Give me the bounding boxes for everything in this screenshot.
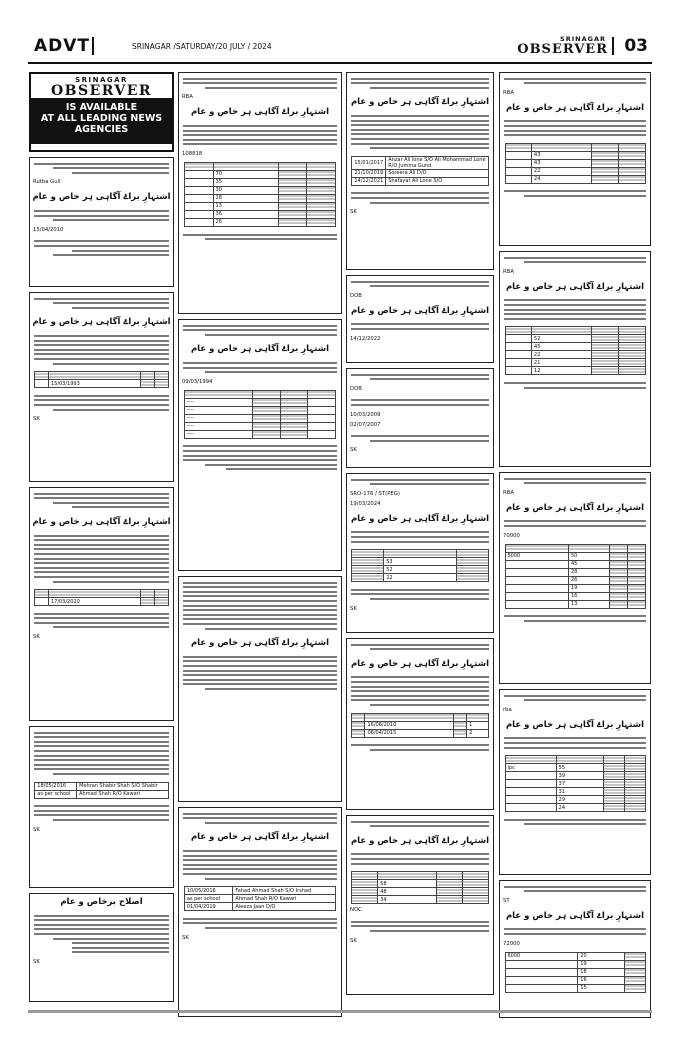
- notice-table: [34, 589, 168, 606]
- notice-number: 108818: [182, 150, 203, 157]
- section-label: ADVT: [34, 36, 91, 56]
- public-notice: [29, 157, 174, 287]
- notice-title: اشتہارِ براۓ آگاہی ہر خاص و عام: [505, 281, 645, 292]
- notice-table: ipc 55 39 37 31 29 24: [505, 755, 646, 812]
- column-2: [178, 72, 342, 1022]
- notice-title: اشتہارِ براۓ آگاہی ہر خاص و عام: [190, 344, 330, 355]
- notice-table: [34, 371, 168, 388]
- notice-title: اشتہارِ براۓ آگاہی ہر خاص و عام: [190, 832, 330, 843]
- notice-date: 02/07/2007: [350, 421, 381, 428]
- notice-table: 43 43 22 24: [505, 143, 646, 184]
- notice-date: 15/04/2010: [33, 226, 64, 233]
- notice-title: اشتہارِ براۓ آگاہی ہر خاص و عام: [32, 192, 171, 203]
- notice-signature: SK: [350, 209, 357, 216]
- correction-notice: [29, 893, 174, 1002]
- notice-signature: SK: [350, 605, 357, 612]
- availability-ad: [29, 72, 174, 152]
- public-notice: [346, 72, 494, 270]
- notice-table: 18/05/2016 Mehran Shabir Shah S/O Shabir as per school Ahmad Shah R/O Kawari: [34, 782, 168, 799]
- notice-title: اشتہارِ براۓ آگاہی ہر خاص و عام: [350, 305, 490, 316]
- notice-title: اشتہارِ براۓ آگاہی ہر خاص و عام: [350, 658, 490, 669]
- notice-code: rba: [503, 706, 512, 713]
- notice-title: اشتہارِ براۓ آگاہی ہر خاص و عام: [32, 317, 171, 328]
- notice-title: اشتہارِ براۓ آگاہی ہر خاص و عام: [190, 638, 330, 649]
- public-notice: [346, 638, 494, 810]
- notice-title: اشتہارِ براۓ آگاہی ہر خاص و عام: [505, 102, 645, 113]
- notice-code: RBA: [503, 489, 514, 496]
- notice-date: 10/03/2009: [350, 411, 381, 418]
- notice-signature: SK: [33, 958, 40, 965]
- public-notice: [178, 807, 342, 1017]
- date-line: SRINAGAR /SATURDAY/20 JULY / 2024: [132, 42, 272, 51]
- notice-table: 58 48 34: [351, 871, 488, 904]
- page-number: 03: [624, 36, 648, 56]
- notice-table: 53 52 22: [351, 549, 488, 582]
- notice-signature: SK: [33, 416, 40, 423]
- header-divider: [612, 37, 614, 55]
- public-notice: [29, 292, 174, 482]
- notice-title: اشتہارِ براۓ آگاہی ہر خاص و عام: [505, 719, 645, 730]
- notice-signature: SK: [33, 634, 40, 641]
- notice-table: 52 45 22 21 12: [505, 326, 646, 375]
- notice-table: 16/06/2010 1 06/04/2015 2: [351, 713, 488, 738]
- notice-date: 09/03/1994: [182, 378, 213, 385]
- column-3: [346, 72, 494, 1000]
- public-notice: [499, 251, 651, 467]
- notice-code: RBA: [503, 89, 514, 96]
- notice-table: ---- ---- ---- ---- ----: [184, 390, 336, 439]
- public-notice: اشتہارِ براۓ آگاہی ہر خاص و عام 58 48 34 NOC SK: [346, 815, 494, 995]
- notice-title: اصلاح برخاص و عام: [60, 897, 143, 907]
- public-notice: DOB 10/03/2009 02/07/2007 SK: [346, 368, 494, 468]
- logo-subtitle: SRINAGAR: [560, 35, 606, 43]
- notice-title: اشتہارِ براۓ آگاہی ہر خاص و عام: [350, 835, 490, 846]
- notice-table: 6000 20 19 18 16 15: [505, 952, 646, 993]
- footer-rule: [28, 1010, 652, 1013]
- notice-signature: SK: [350, 447, 357, 454]
- public-notice: [29, 487, 174, 721]
- public-notice: [499, 72, 651, 246]
- public-notice: RBA اشتہارِ براۓ آگاہی ہر خاص و عام 70000 5000 50 45 28 26 19 16 13: [499, 472, 651, 684]
- public-notice: DOB اشتہارِ براۓ آگاہی ہر خاص و عام 14/12/2022: [346, 275, 494, 363]
- header-rule: [28, 62, 652, 64]
- notice-title: اشتہارِ براۓ آگاہی ہر خاص و عام: [505, 910, 645, 921]
- column-1: [29, 72, 174, 1007]
- notice-title: اشتہارِ براۓ آگاہی ہر خاص و عام: [190, 107, 330, 118]
- table-cell-date: 15/03/1993: [48, 380, 140, 388]
- notice-signature: SK: [182, 934, 189, 941]
- notice-date: 19/03/2024: [350, 500, 381, 507]
- table-cell-date: 17/03/2020: [48, 598, 140, 606]
- notice-signature: SK: [33, 826, 40, 833]
- notice-name: Rutba Gull: [33, 179, 61, 186]
- notice-table: 10/05/2016 Fahad Ahmad Shah S/O Irshad as per school Ahmad Shah R/O Kawari 01/04/2019 Aleeza Jaan D/O: [184, 886, 336, 911]
- notice-date: 14/12/2022: [350, 335, 381, 342]
- notice-table: 70 35 30 18 13 36 26: [184, 162, 336, 227]
- header-divider: [92, 37, 94, 55]
- notice-code: RBA: [503, 268, 514, 275]
- notice-title: اشتہارِ براۓ آگاہی ہر خاص و عام: [350, 513, 490, 524]
- public-notice: SRO-176 / ST(PEG) 19/03/2024 اشتہارِ براۓ آگاہی ہر خاص و عام 53 52 22 SK: [346, 473, 494, 633]
- notice-title: اشتہارِ براۓ آگاہی ہر خاص و عام: [32, 516, 171, 527]
- ad-observer-logo: OBSERVER: [31, 84, 172, 100]
- notice-title: اشتہارِ براۓ آگاہی ہر خاص و عام: [350, 97, 490, 108]
- public-notice: [29, 726, 174, 888]
- masthead-logo: OBSERVER: [517, 42, 608, 57]
- page-header: [28, 34, 652, 60]
- ad-srinagar: SRINAGAR: [75, 76, 128, 84]
- notice-table: 5000 50 45 28 26 19 16 13: [505, 544, 646, 609]
- notice-table: 15/01/2017 Anzar Ali lone S/O Ali Mohammad Lone R/O Jumma Gund 21/10/2019 Soreera Ali D/O 14/12/2021 Shafayat Ali Lone S/O: [351, 156, 488, 186]
- public-notice: [499, 689, 651, 875]
- column-4: [499, 72, 651, 1023]
- public-notice: ST اشتہارِ براۓ آگاہی ہر خاص و عام 72000 6000 20 19 18 16 15: [499, 880, 651, 1018]
- notice-code: RBA: [182, 94, 193, 101]
- ad-message: IS AVAILABLE AT ALL LEADING NEWS AGENCIES: [31, 100, 172, 144]
- notice-signature: SK: [350, 937, 357, 944]
- notice-title: اشتہارِ براۓ آگاہی ہر خاص و عام: [505, 502, 645, 513]
- public-notice: [178, 72, 342, 314]
- public-notice: [178, 576, 342, 802]
- public-notice: [178, 319, 342, 571]
